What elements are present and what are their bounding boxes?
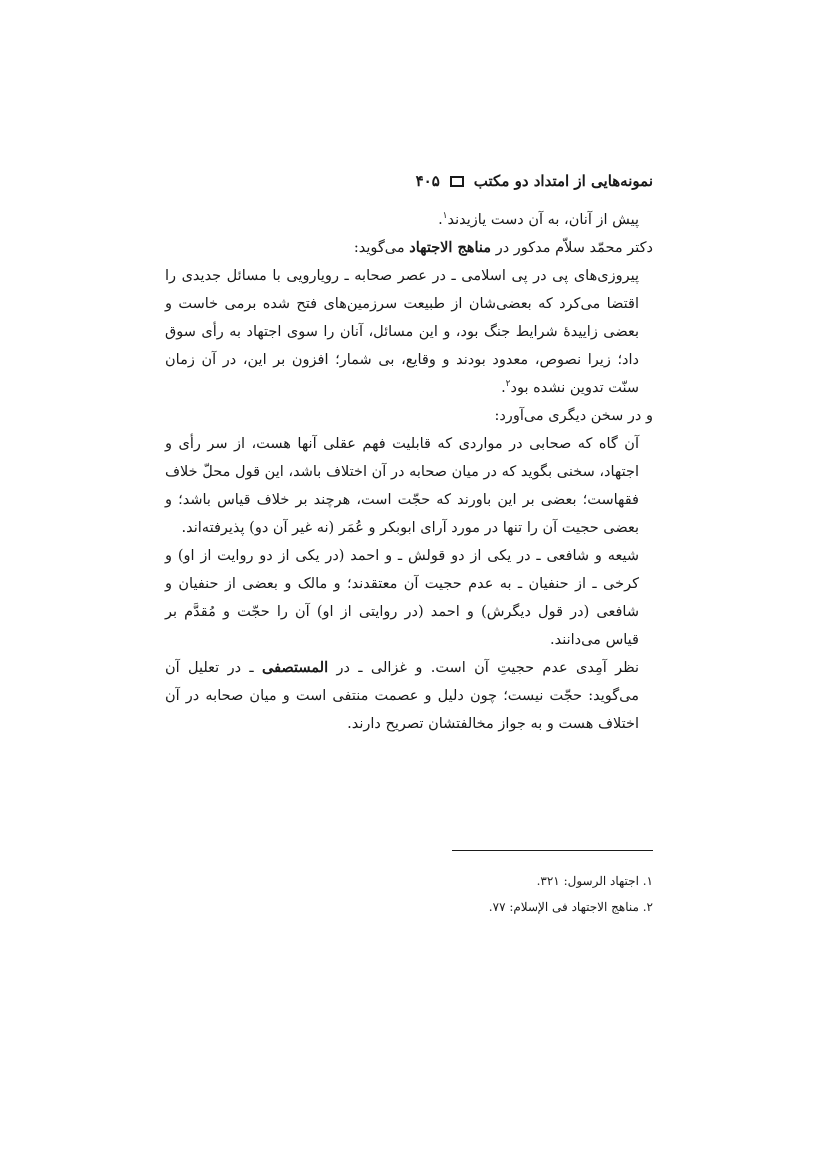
paragraph-3: و در سخن دیگری می‌آورد: xyxy=(494,408,653,424)
quote-1-text: پیروزی‌های پی در پی اسلامی ـ در عصر صحابه ـ رویارویی با مسائل جدیدی را اقتضا می‌کرد که بعضی‌شان از طبیعت سرزمین‌های فتح شده برمی خاست و بعضی زاییدهٔ شرایط جنگ بود، و این مسائل، آنان را سوی اجتهاد به رأی سوق داد؛ زیرا نصوص، معدود بودند و وقایع، بی شمار؛ افزون بر این، در آن زمان سنّت تدوین نشده بود xyxy=(165,268,639,396)
footnote-1: ۱. اجتهاد الرسول: ۳۲۱. xyxy=(536,874,653,888)
quote-2: آن گاه که صحابی در مواردی که قابلیت فهم عقلی آنها هست، از سر رأی و اجتهاد، سخنی بگوید که در میان صحابه در آن اختلاف باشد، این قول محلّ خلاف فقهاست؛ بعضی بر این باورند که حجّت است، هرچند بر خلاف قیاس باشد؛ و بعضی حجیت آن را تنها در مورد آرای ابوبکر و عُمَر (نه غیر آن دو) پذیرفته‌اند. xyxy=(165,436,639,536)
quote-4 xyxy=(165,654,653,738)
paragraph-2 xyxy=(165,234,653,262)
quote-1: پیروزی‌های پی در پی اسلامی ـ در عصر صحابه ـ رویارویی با مسائل جدیدی را اقتضا می‌کرد که بعضی‌شان از طبیعت سرزمین‌های فتح شده برمی خاست و بعضی زاییدهٔ شرایط جنگ بود، و این مسائل، آنان را سوی اجتهاد به رأی سوق داد؛ زیرا نصوص، معدود بودند و وقایع، بی شمار؛ افزون بر این، در آن زمان سنّت تدوین نشده بود$^۲$. xyxy=(165,268,639,396)
footnote-ref-1: ۱ xyxy=(442,211,448,221)
book-title-mustasfa: المستصفی xyxy=(261,659,329,676)
paragraph-1: پیش از آنان، به آن دست یازیدند$^۱$. xyxy=(438,211,639,228)
main-text xyxy=(165,206,653,738)
footnote-divider xyxy=(452,850,653,851)
paragraph-1-text: پیش از آنان، به آن دست یازیدند xyxy=(447,212,639,228)
paragraph-2-text: دکتر محمّد سلاّم مدکور در xyxy=(495,240,653,256)
square-ornament-icon xyxy=(450,176,464,187)
paragraph-2-verb: می‌گوید: xyxy=(353,240,405,256)
footnote-2: ۲. مناهج الاجتهاد فی الإسلام: ۷۷. xyxy=(488,900,653,914)
footnotes xyxy=(165,868,653,920)
quote-3: شیعه و شافعی ـ در یکی از دو قولش ـ و احمد (در یکی از دو روایت از او) و کرخی ـ از حنفیان ـ به عدم حجیت آن معتقدند؛ و مالک و بعضی از حنفیان و شافعی (در قول دیگرش) و احمد (در روایتی از او) آن را حجّت و مُقدَّم بر قیاس می‌دانند. xyxy=(165,548,639,648)
page-number: ۴۰۵ xyxy=(415,172,440,190)
book-title-manahij: مناهج الاجتهاد xyxy=(409,239,492,256)
quote-4-continuation: ـ در تعلیل آن می‌گوید: حجّت نیست؛ چون دلیل و عصمت منتفی است و میان صحابه در آن اختلاف هست و به جواز مخالفتشان تصریح دارند. xyxy=(165,660,639,732)
quote-4-text: نظر آمِدی عدم حجیتِ آن است. و غزالی ـ در xyxy=(336,660,640,676)
running-header xyxy=(165,170,653,192)
footnote-ref-2: ۲ xyxy=(505,379,511,389)
header-title: نمونه‌هایی از امتداد دو مکتب xyxy=(473,172,653,190)
